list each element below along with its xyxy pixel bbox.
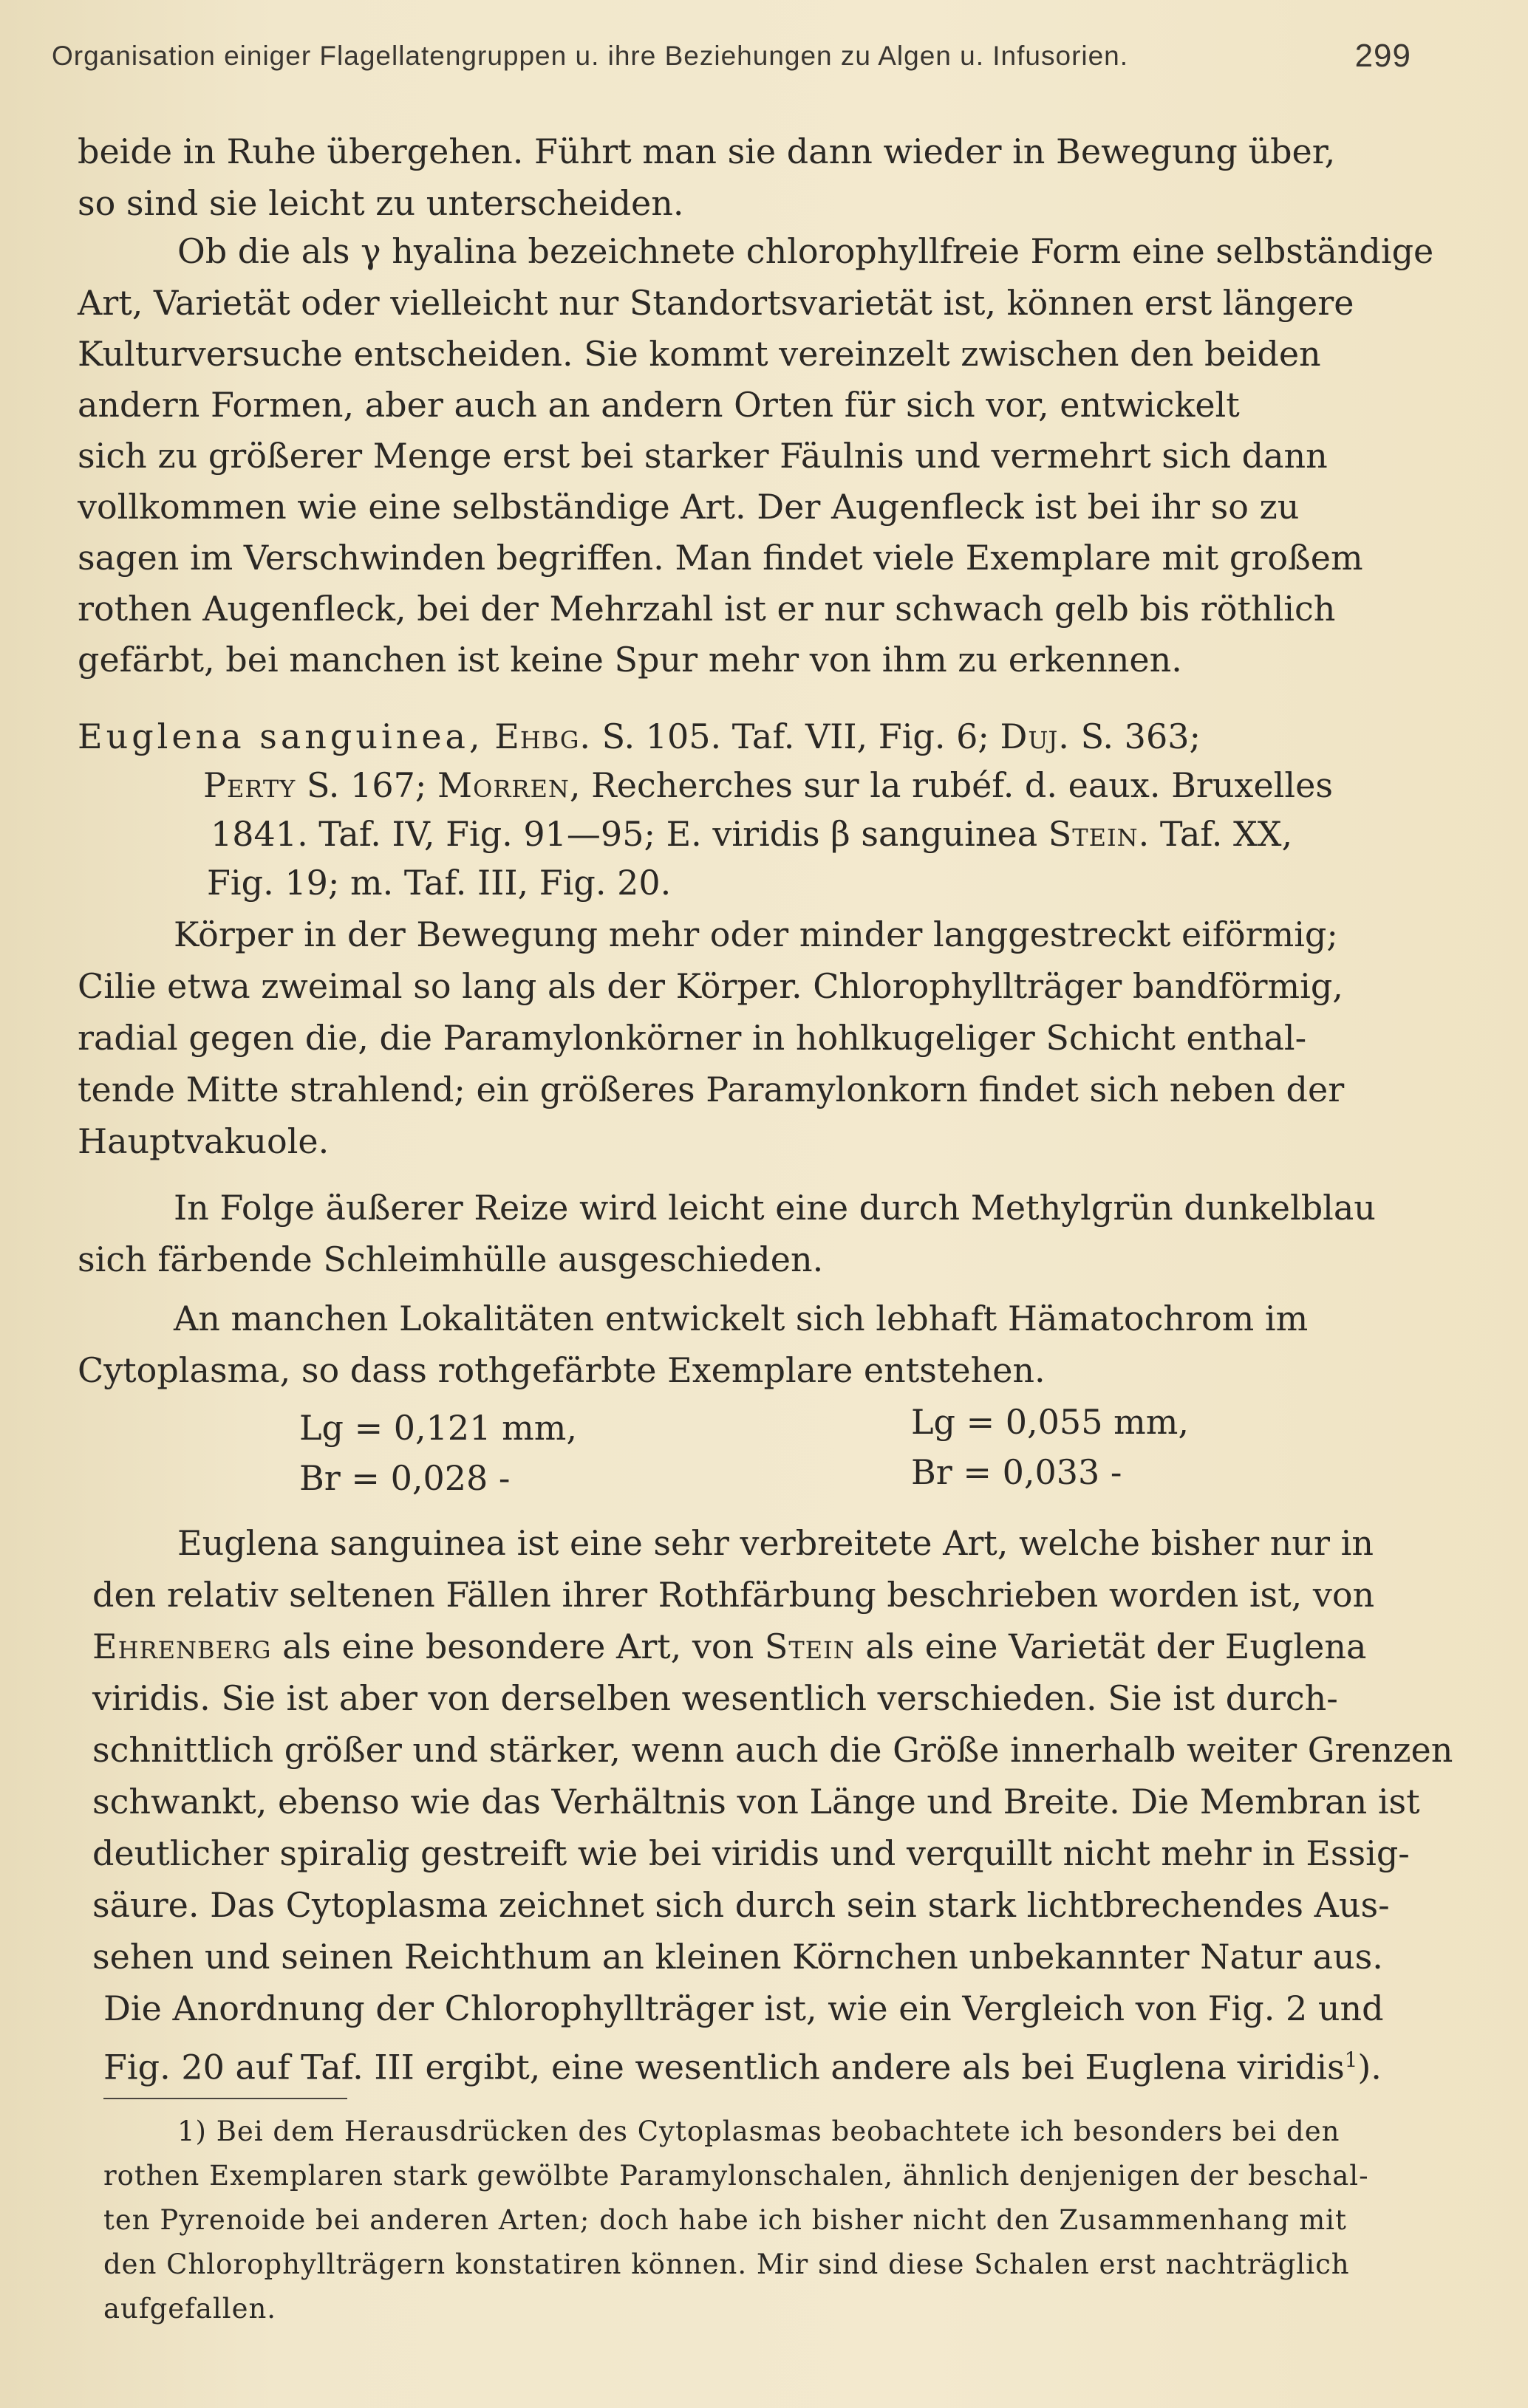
text-span: als eine besondere Art, von <box>271 1627 765 1666</box>
citation-text: . Taf. XX, <box>1138 814 1293 854</box>
running-title: Organisation einiger Flagellatengruppen u. ihre Beziehungen zu Algen u. Infusorien. <box>52 41 1129 71</box>
text-line: In Folge äußerer Reize wird leicht eine durch Methylgrün dunkelblau <box>174 1188 1376 1228</box>
text-line: beide in Ruhe übergehen. Führt man sie dann wieder in Bewegung über, <box>78 131 1336 171</box>
footnote-marker: 1 <box>1344 2048 1358 2072</box>
text-line: Art, Varietät oder vielleicht nur Standortsvarietät ist, können erst längere <box>78 283 1354 323</box>
author-ehrenberg: Ehrenberg <box>92 1627 272 1666</box>
footnote-line: rothen Exemplaren stark gewölbte Paramylonschalen, ähnlich denjenigen der beschal- <box>103 2160 1369 2192</box>
text-line: Körper in der Bewegung mehr oder minder langgestreckt eiförmig; <box>174 914 1338 954</box>
citation-line: Fig. 19; m. Taf. III, Fig. 20. <box>207 863 672 903</box>
footnote-line: aufgefallen. <box>103 2293 277 2325</box>
text-line: viridis. Sie ist aber von derselben wesentlich verschieden. Sie ist durch- <box>92 1678 1338 1718</box>
measurement-breadth-1: Br = 0,028 - <box>299 1458 511 1498</box>
text-line: gefärbt, bei manchen ist keine Spur mehr von ihm zu erkennen. <box>78 640 1182 680</box>
text-span: ). <box>1357 2047 1382 2087</box>
text-line: An manchen Lokalitäten entwickelt sich lebhaft Hämatochrom im <box>174 1299 1309 1338</box>
author-duj: Duj. <box>1000 716 1070 756</box>
footnote-line: ten Pyrenoide bei anderen Arten; doch habe ich bisher nicht den Zusammenhang mit <box>103 2204 1347 2236</box>
text-line: sehen und seinen Reichthum an kleinen Körnchen unbekannter Natur aus. <box>92 1937 1383 1977</box>
page-number: 299 <box>1354 38 1411 74</box>
text-line: tende Mitte strahlend; ein größeres Paramylonkorn findet sich neben der <box>78 1070 1345 1109</box>
measurement-length-1: Lg = 0,121 mm, <box>299 1408 577 1448</box>
text-line: sagen im Verschwinden begriffen. Man findet viele Exemplare mit großem <box>78 538 1363 578</box>
text-line: andern Formen, aber auch an andern Orten für sich vor, entwickelt <box>78 385 1240 425</box>
author-morren: Morren <box>437 765 570 805</box>
author-ehbg: Ehbg. <box>494 716 592 756</box>
text-line: vollkommen wie eine selbständige Art. Der Augenfleck ist bei ihr so zu <box>78 487 1300 527</box>
text-line: Hauptvakuole. <box>78 1121 330 1161</box>
footnote-line: 1) Bei dem Herausdrücken des Cytoplasmas beobachtete ich besonders bei den <box>177 2115 1340 2147</box>
text-span: Fig. 20 auf Taf. III ergibt, eine wesentlich andere als bei Euglena viridis <box>103 2047 1345 2087</box>
footnote-line: den Chlorophyllträgern konstatiren können. Mir sind diese Schalen erst nachträglich <box>103 2248 1350 2280</box>
text-line: schnittlich größer und stärker, wenn auch die Größe innerhalb weiter Grenzen <box>92 1730 1453 1770</box>
species-name: Euglena sanguinea, <box>78 716 484 756</box>
author-perty: Perty <box>203 765 296 805</box>
text-line: säure. Das Cytoplasma zeichnet sich durch sein stark lichtbrechendes Aus- <box>92 1885 1390 1925</box>
measurement-breadth-2: Br = 0,033 - <box>911 1452 1122 1492</box>
citation-text: 1841. Taf. IV, Fig. 91—95; E. viridis β sanguinea <box>211 814 1048 854</box>
text-line: rothen Augenfleck, bei der Mehrzahl ist er nur schwach gelb bis röthlich <box>78 589 1336 629</box>
text-line: deutlicher spiralig gestreift wie bei viridis und verquillt nicht mehr in Essig- <box>92 1833 1410 1873</box>
text-line: den relativ seltenen Fällen ihrer Rothfärbung beschrieben worden ist, von <box>92 1575 1375 1615</box>
author-stein: Stein <box>1048 814 1139 854</box>
text-line: schwankt, ebenso wie das Verhältnis von Länge und Breite. Die Membran ist <box>92 1782 1420 1822</box>
text-line: Cilie etwa zweimal so lang als der Körper. Chlorophyllträger bandförmig, <box>78 966 1343 1006</box>
text-line: Die Anordnung der Chlorophyllträger ist, wie ein Vergleich von Fig. 2 und <box>103 1988 1384 2028</box>
text-line: Ob die als γ hyalina bezeichnete chlorophyllfreie Form eine selbständige <box>177 231 1434 271</box>
citation-text: S. 167; <box>306 765 437 805</box>
author-stein: Stein <box>764 1627 855 1666</box>
text-line: Kulturversuche entscheiden. Sie kommt vereinzelt zwischen den beiden <box>78 334 1321 374</box>
text-line: sich färbende Schleimhülle ausgeschieden. <box>78 1239 824 1279</box>
text-line: Cytoplasma, so dass rothgefärbte Exemplare entstehen. <box>78 1350 1046 1390</box>
citation-text: , Recherches sur la rubéf. d. eaux. Bruxelles <box>569 765 1333 805</box>
text-line: sich zu größerer Menge erst bei starker Fäulnis und vermehrt sich dann <box>78 436 1328 476</box>
citation-text: S. 105. Taf. VII, Fig. 6; <box>601 716 1000 756</box>
footnote <box>78 0 1433 2408</box>
measurement-length-2: Lg = 0,055 mm, <box>911 1402 1189 1442</box>
text-line: so sind sie leicht zu unterscheiden. <box>78 183 684 223</box>
text-span: als eine Varietät der Euglena <box>854 1627 1367 1666</box>
text-line: Euglena sanguinea ist eine sehr verbreitete Art, welche bisher nur in <box>177 1523 1374 1563</box>
text-line: radial gegen die, die Paramylonkörner in hohlkugeliger Schicht enthal- <box>78 1018 1307 1058</box>
citation-text: S. 363; <box>1080 716 1201 756</box>
